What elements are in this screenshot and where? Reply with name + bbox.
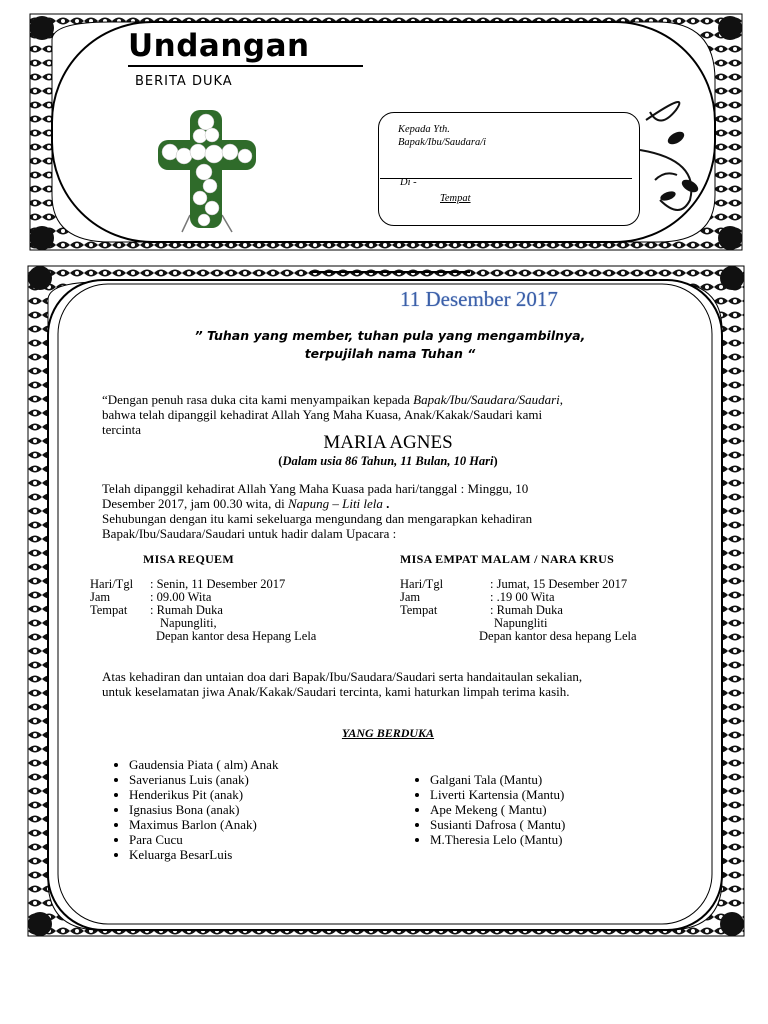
list-item: • Keluarga BesarLuis	[129, 847, 278, 862]
age-text: Dalam usia 86 Tahun, 11 Bulan, 10 Hari	[282, 454, 494, 468]
passing-line-2c: .	[382, 496, 390, 511]
list-item: • Saverianus Luis (anak)	[129, 772, 278, 787]
letter-date: 11 Desember 2017	[400, 287, 558, 311]
event-left-label: Tempat	[90, 603, 128, 617]
address-divider	[380, 178, 632, 179]
event-right-value: : .19 00 Wita	[490, 590, 555, 604]
passing-line-4: Bapak/Ibu/Saudara/Saudari untuk hadir dalam Upacara :	[102, 526, 397, 541]
title-underline	[128, 65, 363, 67]
age-close: )	[493, 454, 498, 468]
event-right-heading: MISA EMPAT MALAM / NARA KRUS	[400, 552, 615, 566]
invitation-title: Undangan	[128, 28, 310, 64]
age-open: (	[278, 454, 283, 468]
scripture-quote	[100, 327, 680, 363]
quote-line-2: terpujilah nama Tuhan “	[304, 346, 476, 361]
list-item: • Henderikus Pit (anak)	[129, 787, 278, 802]
passing-paragraph	[102, 481, 662, 541]
intro-text-b: Bapak/Ibu/Saudara/Saudari	[413, 392, 560, 407]
invitation-subtitle: BERITA DUKA	[135, 74, 233, 89]
list-item: • Gaudensia Piata ( alm) Anak	[129, 757, 278, 772]
intro-text-c: ,	[559, 392, 564, 407]
event-left-details	[90, 578, 316, 643]
list-item: • Susianti Dafrosa ( Mantu)	[430, 817, 565, 832]
mourners-right-list	[404, 772, 565, 847]
list-item: • Ape Mekeng ( Mantu)	[430, 802, 565, 817]
passing-line-2a: Desember 2017, jam 00.30 wita, di	[102, 496, 288, 511]
closing-paragraph	[102, 669, 682, 699]
passing-line-1: Telah dipanggil kehadirat Allah Yang Maha Kuasa pada hari/tanggal : Minggu, 10	[102, 481, 529, 496]
list-item: • Para Cucu	[129, 832, 278, 847]
list-item: • M.Theresia Lelo (Mantu)	[430, 832, 565, 847]
quote-line-1: ” Tuhan yang member, tuhan pula yang mengambilnya,	[194, 328, 586, 343]
event-right-label: Tempat	[400, 603, 438, 617]
event-left-heading: MISA REQUEM	[143, 552, 234, 566]
event-left-place-3: Depan kantor desa Hepang Lela	[156, 629, 317, 643]
intro-line-3: tercinta	[102, 422, 141, 437]
address-to-line2: Bapak/Ibu/Saudara/i	[398, 137, 487, 148]
deceased-age	[100, 454, 676, 469]
passing-line-3: Sehubungan dengan itu kami sekeluarga mengundang dan mengarapkan kehadiran	[102, 511, 533, 526]
event-left-value: : Rumah Duka	[150, 603, 223, 617]
address-di: Di -	[400, 177, 417, 188]
list-item: • Ignasius Bona (anak)	[129, 802, 278, 817]
list-item: • Liverti Kartensia (Mantu)	[430, 787, 565, 802]
event-left-place-2: Napungliti,	[160, 616, 217, 630]
event-left-value: : Senin, 11 Desember 2017	[150, 577, 286, 591]
list-item: • Maximus Barlon (Anak)	[129, 817, 278, 832]
mourners-left-list	[103, 757, 278, 862]
event-right-details	[400, 578, 637, 643]
closing-line-2: untuk keselamatan jiwa Anak/Kakak/Saudari tercinta, kami haturkan limpah terima kasih.	[102, 684, 570, 699]
event-right-label: Jam	[400, 590, 421, 604]
list-item: • Galgani Tala (Mantu)	[430, 772, 565, 787]
event-left-label: Jam	[90, 590, 111, 604]
intro-text-a: “Dengan penuh rasa duka cita kami menyampaikan kepada	[102, 392, 414, 407]
event-left-value: : 09.00 Wita	[150, 590, 212, 604]
address-tempat: Tempat	[440, 193, 471, 204]
intro-line-2: bahwa telah dipanggil kehadirat Allah Yang Maha Kuasa, Anak/Kakak/Saudari kami	[102, 407, 543, 422]
deceased-name: MARIA AGNES	[323, 432, 453, 453]
event-right-value: : Jumat, 15 Desember 2017	[490, 577, 628, 591]
event-right-value: : Rumah Duka	[490, 603, 563, 617]
mourners-heading: YANG BERDUKA	[341, 726, 435, 740]
address-to-line1: Kepada Yth.	[398, 124, 450, 135]
event-right-label: Hari/Tgl	[400, 577, 444, 591]
event-right-place-2: Napungliti	[494, 616, 548, 630]
passing-place: Napung – Liti lela	[287, 496, 383, 511]
intro-paragraph	[102, 392, 662, 437]
event-right-place-3: Depan kantor desa hepang Lela	[479, 629, 637, 643]
event-left-label: Hari/Tgl	[90, 577, 134, 591]
closing-line-1: Atas kehadiran dan untaian doa dari Bapak/Ibu/Saudara/Saudari serta handaitaulan sekalian,	[102, 669, 583, 684]
